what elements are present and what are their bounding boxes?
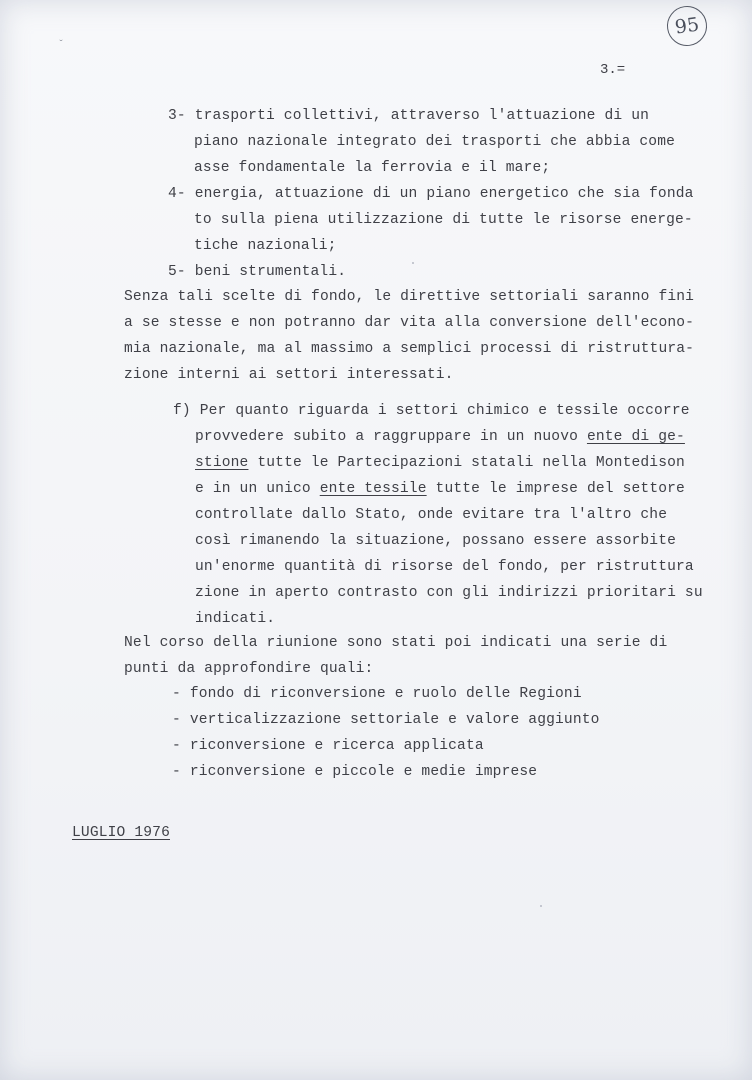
scan-speck — [540, 905, 542, 907]
list-item-4-line-1: 4- energia, attuazione di un piano energetico che sia fonda — [168, 186, 694, 202]
point-f-line-5: controllate dallo Stato, onde evitare tra l'altro che — [195, 507, 668, 523]
page-number: 3.= — [600, 62, 626, 78]
list-item-5-line-1: 5- beni strumentali. — [168, 264, 347, 280]
document-date: LUGLIO 1976 — [72, 825, 170, 841]
paragraph-2-line-2: punti da approfondire quali: — [124, 661, 374, 677]
point-f-line-3: stione tutte le Partecipazioni statali nella Montedison — [195, 455, 685, 471]
list-item-3-line-2: piano nazionale integrato dei trasporti che abbia come — [194, 134, 676, 150]
paragraph-1-line-4: zione interni ai settori interessati. — [124, 367, 454, 383]
paragraph-2-line-1: Nel corso della riunione sono stati poi indicati una serie di — [124, 635, 668, 651]
point-f-line-9: indicati. — [195, 611, 276, 627]
paragraph-1-line-2: a se stesse e non potranno dar vita alla conversione dell'econo- — [124, 315, 695, 331]
list-item-3-line-1: 3- trasporti collettivi, attraverso l'attuazione di un — [168, 108, 650, 124]
paragraph-1-line-1: Senza tali scelte di fondo, le direttive settoriali saranno fini — [124, 289, 695, 305]
point-f-line-6: così rimanendo la situazione, possano essere assorbite — [195, 533, 677, 549]
point-f-line-1: f) Per quanto riguarda i settori chimico e tessile occorre — [173, 403, 690, 419]
scan-speck — [412, 262, 414, 264]
underlined-ente-di-gestione-part1: ente di ge- — [586, 429, 685, 445]
point-f-line-7: un'enorme quantità di risorse del fondo, per ristruttura — [195, 559, 694, 575]
page-stamp: 95 — [664, 3, 709, 48]
bullet-item: - verticalizzazione settoriale e valore aggiunto — [172, 712, 600, 728]
list-item-4-line-3: tiche nazionali; — [194, 238, 337, 254]
underlined-ente-tessile: ente tessile — [319, 481, 427, 497]
underlined-ente-di-gestione-part2: stione — [195, 455, 249, 471]
bullet-item: - riconversione e ricerca applicata — [172, 738, 484, 754]
margin-mark: ˇ — [58, 40, 65, 51]
bullet-item: - riconversione e piccole e medie imprese — [172, 764, 538, 780]
point-f-line-4: e in un unico ente tessile tutte le imprese del settore — [195, 481, 685, 497]
list-item-3-line-3: asse fondamentale la ferrovia e il mare; — [194, 160, 551, 176]
paragraph-1-line-3: mia nazionale, ma al massimo a semplici processi di ristruttura- — [124, 341, 695, 357]
point-f-line-2: provvedere subito a raggruppare in un nuovo ente di ge- — [195, 429, 685, 445]
bullet-item: - fondo di riconversione e ruolo delle Regioni — [172, 686, 582, 702]
point-f-line-8: zione in aperto contrasto con gli indirizzi prioritari su — [195, 585, 703, 601]
list-item-4-line-2: to sulla piena utilizzazione di tutte le risorse energe- — [194, 212, 693, 228]
